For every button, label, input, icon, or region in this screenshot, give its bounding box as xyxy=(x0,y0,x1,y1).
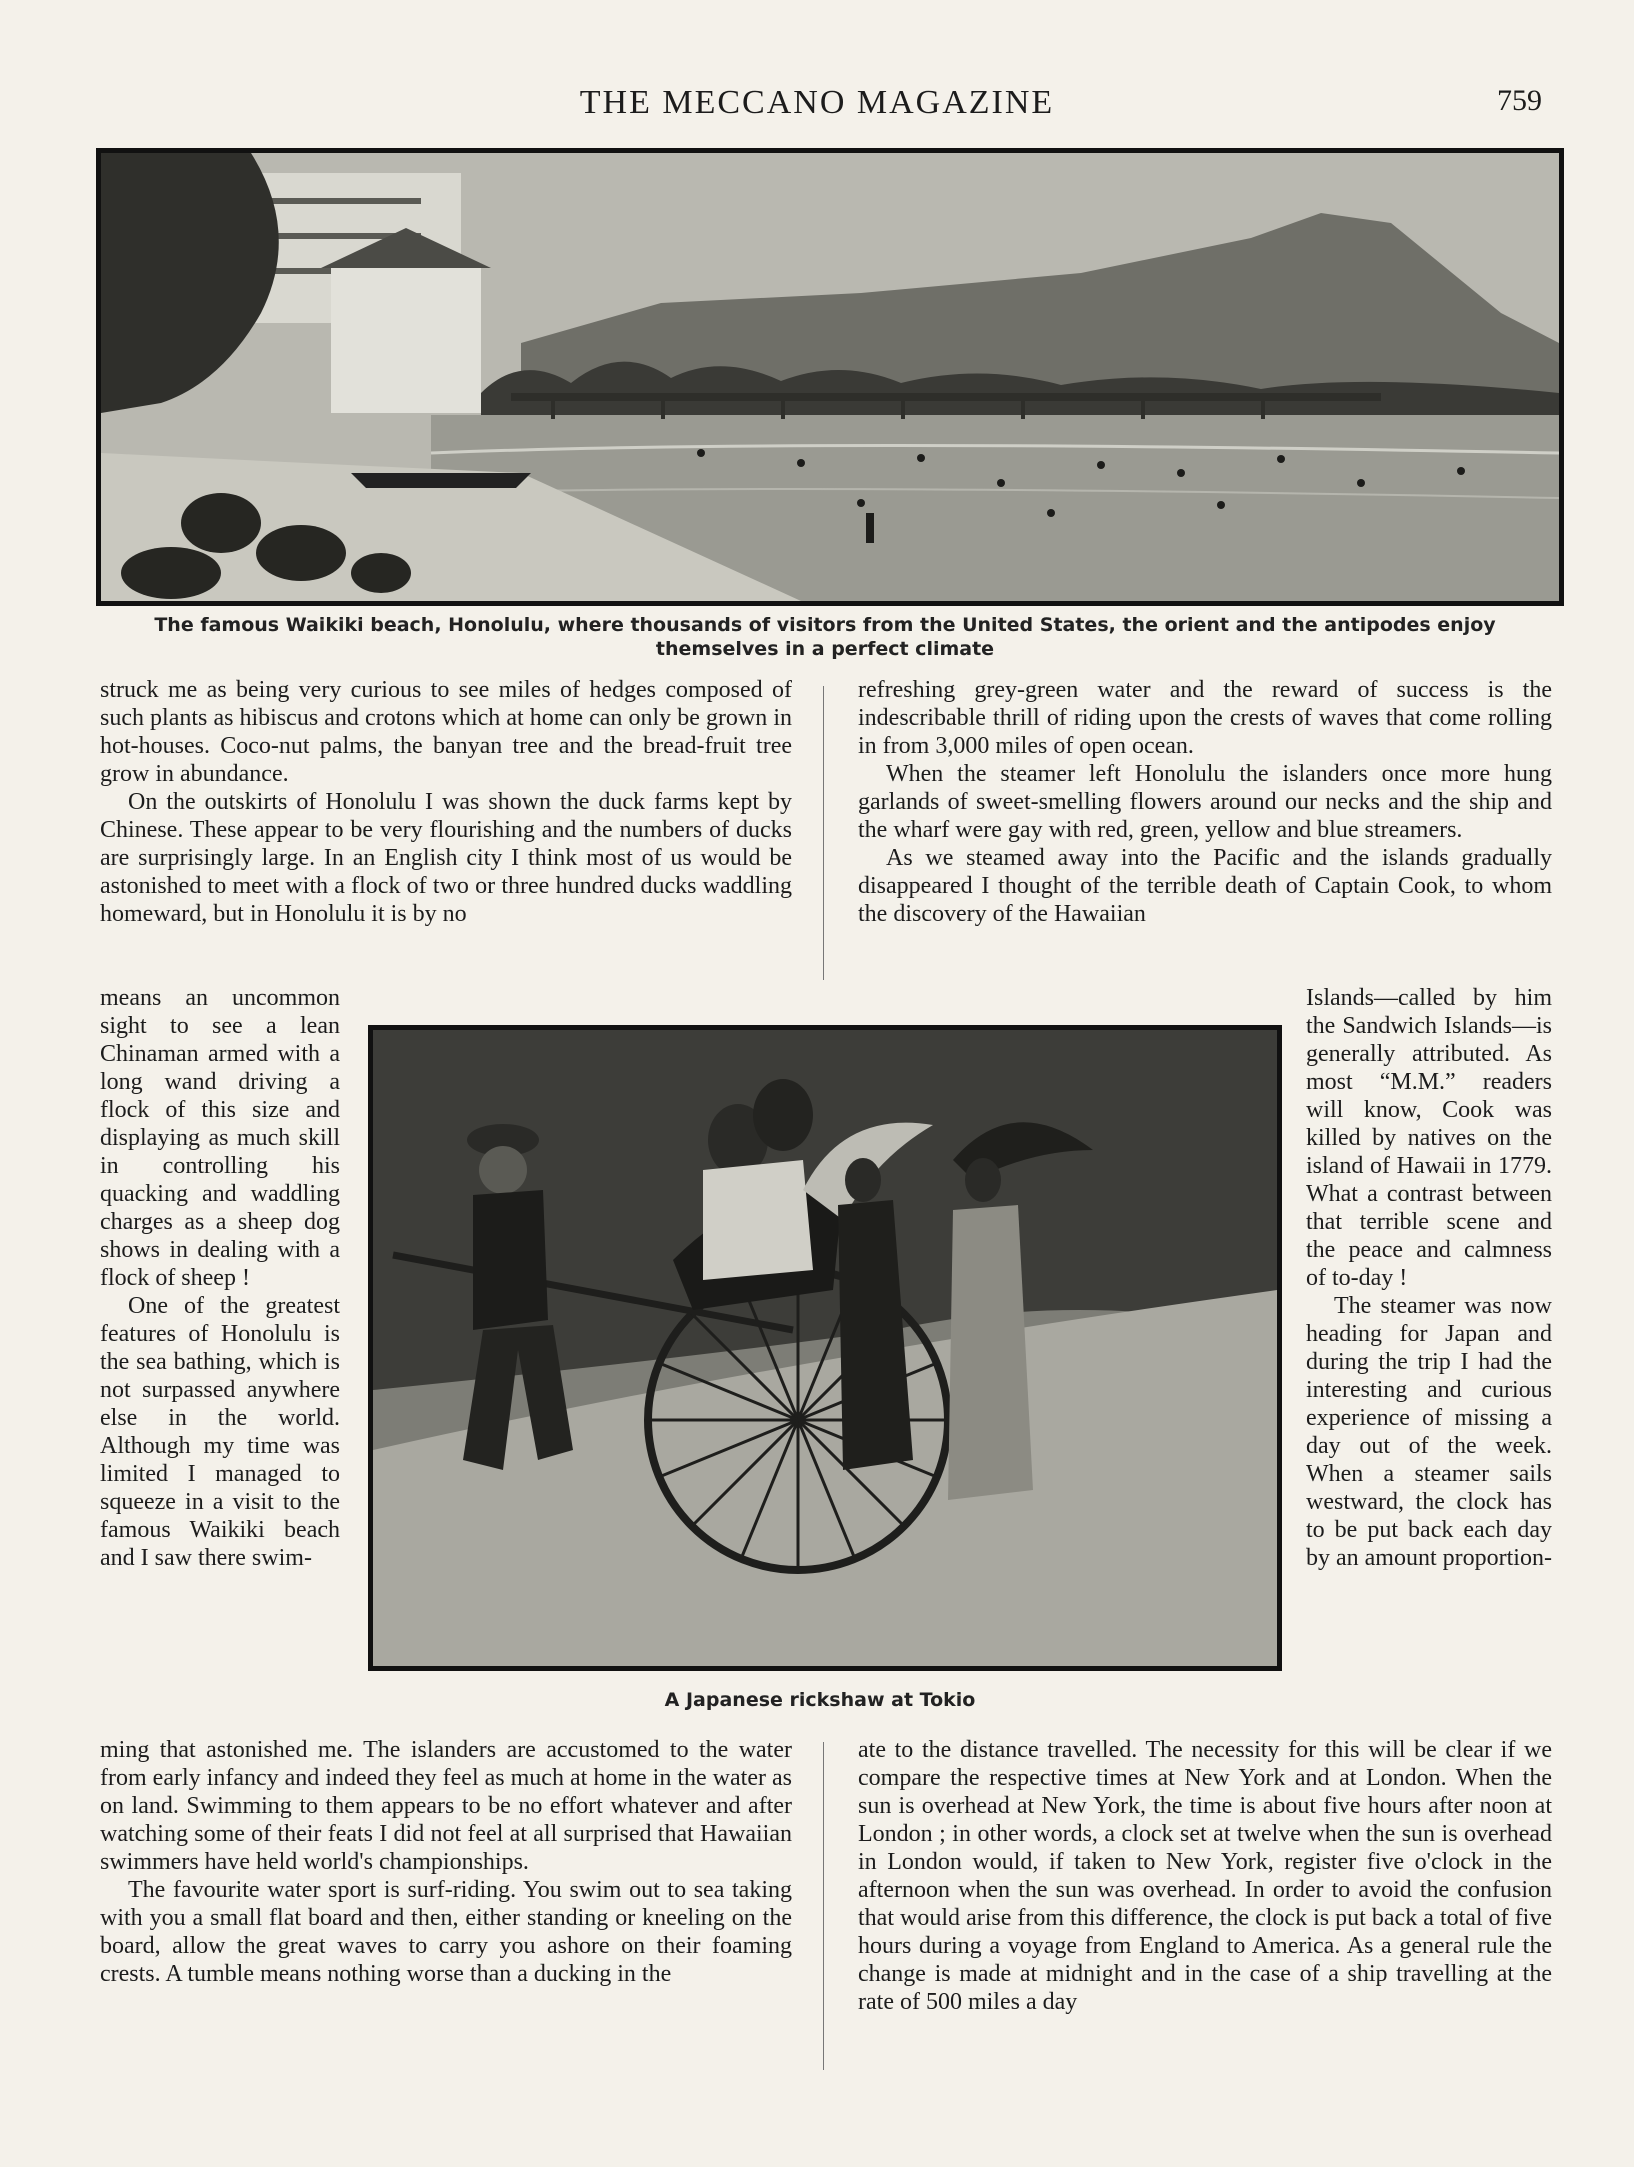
paragraph: Islands—called by him the Sandwich Islands—is generally attributed. As most “M.M.” readers will know, Cook was killed by natives on the island of Hawaii in 1779. What a contrast between that terrible scene and the peace and calmness of to-day ! xyxy=(1306,985,1552,1291)
right-column-bottom xyxy=(858,1736,1552,2016)
paragraph: The steamer was now heading for Japan and during the trip I had the interesting and curious experience of missing a day out of the week. When a steamer sails westward, the clock has to be put back each day by an amount proportion- xyxy=(1306,1293,1552,1571)
paragraph: When the steamer left Honolulu the islanders once more hung garlands of sweet-smelling flowers around our necks and the ship and the wharf were gay with red, green, yellow and blue streamers. xyxy=(858,761,1552,843)
waikiki-beach-photo xyxy=(96,148,1564,606)
column-rule xyxy=(823,686,824,980)
right-column-wrap xyxy=(1306,984,1552,1572)
left-column-bottom xyxy=(100,1736,792,1988)
rickshaw-photo xyxy=(368,1025,1282,1671)
running-head xyxy=(0,84,1634,124)
paragraph: struck me as being very curious to see miles of hedges composed of such plants as hibiscus and crotons which at home can only be grown in hot-houses. Coco-nut palms, the banyan tree and the bread-fruit tree grow in abundance. xyxy=(100,677,792,787)
page-number: 759 xyxy=(1497,84,1542,117)
paragraph: The favourite water sport is surf-riding. You swim out to sea taking with you a small flat board and then, either standing or kneeling on the board, allow the great waves to carry you ashore on their foaming crests. A tumble means nothing worse than a ducking in the xyxy=(100,1877,792,1987)
magazine-title: THE MECCANO MAGAZINE xyxy=(579,84,1055,121)
paragraph: means an uncommon sight to see a lean Chinaman armed with a long wand driving a flock of this size and displaying as much skill in controlling his quacking and waddling charges as a sheep dog shows in dealing with a flock of sheep ! xyxy=(100,985,340,1291)
column-rule xyxy=(823,1742,824,2070)
paragraph: One of the greatest features of Honolulu is the sea bathing, which is not surpassed anywhere else in the world. Although my time was limited I managed to squeeze in a visit to the famous Waikiki beach and I saw there swim- xyxy=(100,1293,340,1571)
left-column-wrap xyxy=(100,984,340,1572)
paragraph: ate to the distance travelled. The necessity for this will be clear if we compare the respective times at New York and at London. When the sun is overhead at New York, the time is about five hours after noon at London ; in other words, a clock set at twelve when the sun is overhead in London would, if taken to New York, register five o'clock in the afternoon when the sun was overhead. In order to avoid the confusion that would arise from this difference, the clock is put back a total of five hours during a voyage from England to America. As a general rule the change is made at midnight and in the case of a ship travelling at the rate of 500 miles a day xyxy=(858,1737,1552,2015)
rickshaw-illustration xyxy=(373,1030,1277,1666)
beach-photo-caption: The famous Waikiki beach, Honolulu, where thousands of visitors from the United States, the orient and the antipodes enjoy themselves in a perfect climate xyxy=(154,614,1496,660)
paragraph: As we steamed away into the Pacific and the islands gradually disappeared I thought of the terrible death of Captain Cook, to whom the discovery of the Hawaiian xyxy=(858,845,1552,927)
right-column-top xyxy=(858,676,1552,928)
rickshaw-photo-caption: A Japanese rickshaw at Tokio xyxy=(664,1689,976,1711)
paragraph: ming that astonished me. The islanders are accustomed to the water from early infancy and indeed they feel as much at home in the water as on land. Swimming to them appears to be no effort whatever and after watching some of their feats I did not feel at all surprised that Hawaiian swimmers have held world's championships. xyxy=(100,1737,792,1875)
waikiki-beach-illustration xyxy=(101,153,1559,601)
paragraph: On the outskirts of Honolulu I was shown the duck farms kept by Chinese. These appear to be very flourishing and the numbers of ducks are surprisingly large. In an English city I think most of us would be astonished to meet with a flock of two or three hundred ducks waddling homeward, but in Honolulu it is by no xyxy=(100,789,792,927)
left-column-top xyxy=(100,676,792,928)
paragraph: refreshing grey-green water and the reward of success is the indescribable thrill of riding upon the crests of waves that come rolling in from 3,000 miles of open ocean. xyxy=(858,677,1552,759)
